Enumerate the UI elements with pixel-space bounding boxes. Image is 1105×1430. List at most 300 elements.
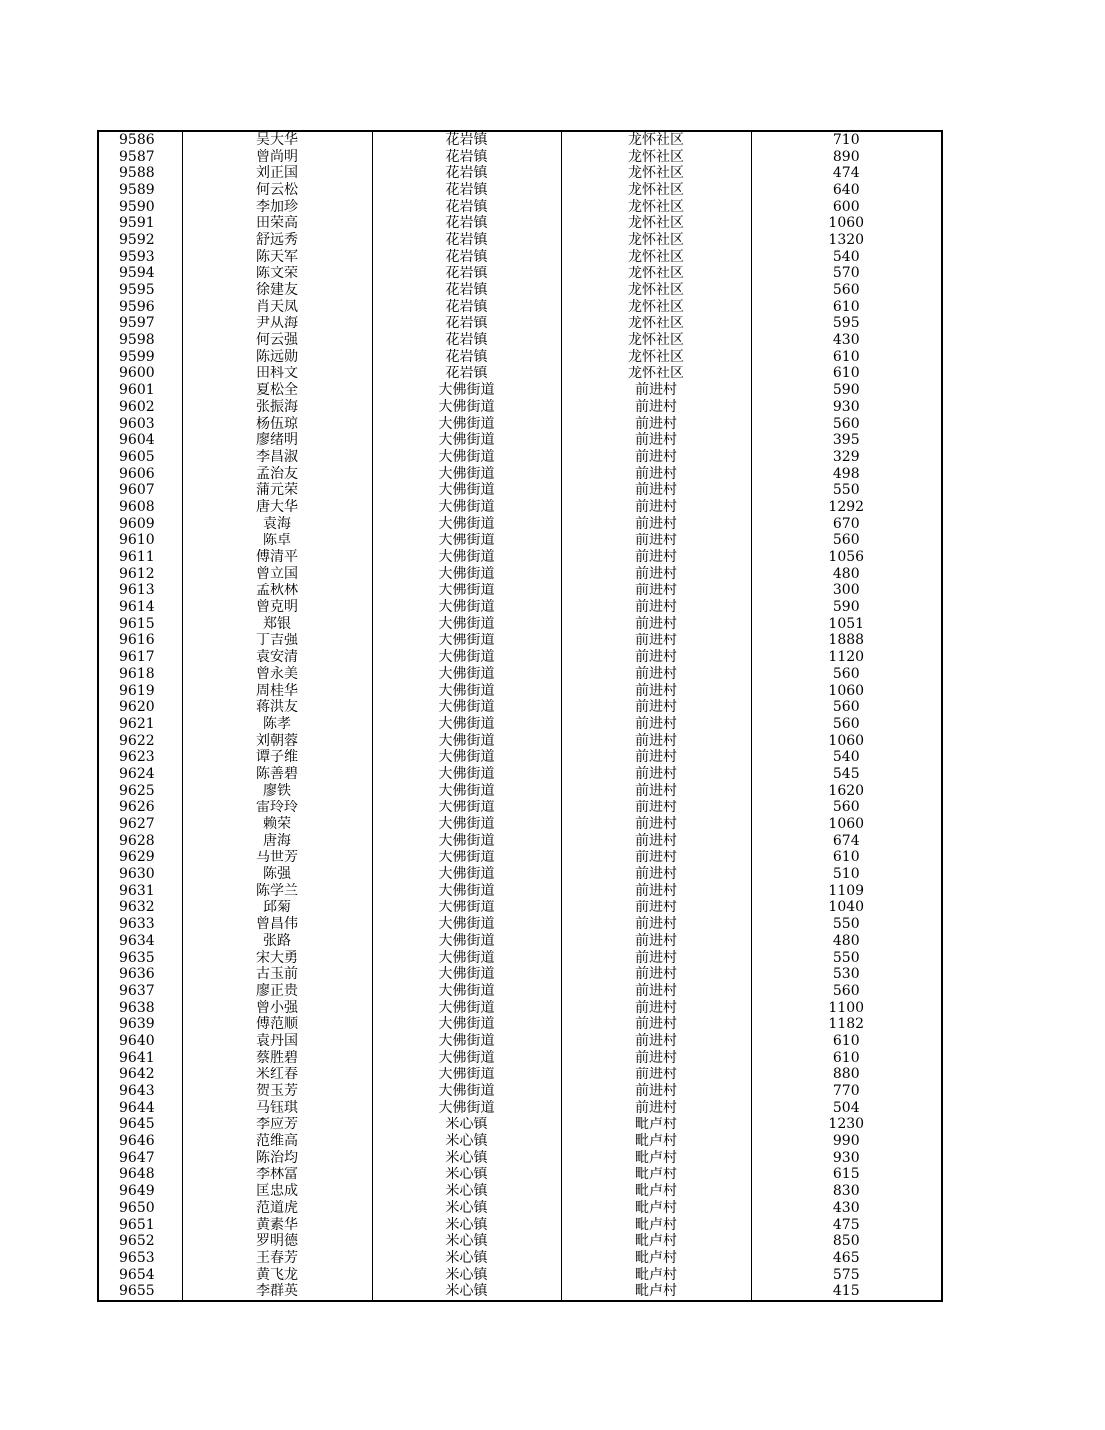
name-cell: 肖天凤 [182,299,372,316]
name-cell: 袁安清 [182,649,372,666]
village-cell: 前进村 [561,733,751,750]
village-cell: 毗卢村 [561,1267,751,1284]
town-cell: 大佛街道 [372,616,561,633]
name-cell: 徐建友 [182,282,372,299]
name-cell: 何云松 [182,182,372,199]
amount-cell: 465 [751,1250,942,1267]
village-cell: 前进村 [561,900,751,917]
name-cell: 曾克明 [182,599,372,616]
village-cell: 毗卢村 [561,1133,751,1150]
name-cell: 田科文 [182,366,372,383]
village-cell: 前进村 [561,649,751,666]
table-row [98,950,942,967]
village-cell: 前进村 [561,933,751,950]
row-number-cell: 9629 [98,850,182,867]
amount-cell: 560 [751,699,942,716]
town-cell: 大佛街道 [372,449,561,466]
village-cell: 前进村 [561,699,751,716]
row-number-cell: 9601 [98,382,182,399]
town-cell: 大佛街道 [372,549,561,566]
town-cell: 大佛街道 [372,933,561,950]
row-number-cell: 9615 [98,616,182,633]
amount-cell: 1230 [751,1117,942,1134]
table-row [98,316,942,333]
name-cell: 张振海 [182,399,372,416]
name-cell: 陈善碧 [182,766,372,783]
amount-cell: 480 [751,566,942,583]
town-cell: 米心镇 [372,1267,561,1284]
row-number-cell: 9586 [98,131,182,149]
town-cell: 大佛街道 [372,516,561,533]
row-number-cell: 9626 [98,800,182,817]
table-row [98,666,942,683]
row-number-cell: 9647 [98,1150,182,1167]
amount-cell: 1060 [751,816,942,833]
town-cell: 花岩镇 [372,266,561,283]
village-cell: 前进村 [561,1100,751,1117]
town-cell: 大佛街道 [372,1067,561,1084]
row-number-cell: 9611 [98,549,182,566]
amount-cell: 415 [751,1283,942,1301]
row-number-cell: 9613 [98,583,182,600]
row-number-cell: 9596 [98,299,182,316]
village-cell: 前进村 [561,916,751,933]
village-cell: 前进村 [561,783,751,800]
amount-cell: 560 [751,533,942,550]
table-row [98,516,942,533]
amount-cell: 550 [751,950,942,967]
table-row [98,382,942,399]
name-cell: 丁吉强 [182,633,372,650]
table-row [98,866,942,883]
village-cell: 龙怀社区 [561,149,751,166]
name-cell: 尹从海 [182,316,372,333]
name-cell: 陈孝 [182,716,372,733]
village-cell: 前进村 [561,850,751,867]
row-number-cell: 9635 [98,950,182,967]
row-number-cell: 9650 [98,1200,182,1217]
table-row [98,966,942,983]
village-cell: 毗卢村 [561,1233,751,1250]
table-row [98,1250,942,1267]
town-cell: 花岩镇 [372,215,561,232]
table-row [98,1117,942,1134]
town-cell: 大佛街道 [372,699,561,716]
town-cell: 花岩镇 [372,332,561,349]
amount-cell: 1320 [751,232,942,249]
name-cell: 吴大华 [182,131,372,149]
town-cell: 米心镇 [372,1217,561,1234]
village-cell: 前进村 [561,633,751,650]
town-cell: 大佛街道 [372,1033,561,1050]
amount-cell: 575 [751,1267,942,1284]
town-cell: 大佛街道 [372,399,561,416]
name-cell: 陈学兰 [182,883,372,900]
village-cell: 龙怀社区 [561,316,751,333]
town-cell: 大佛街道 [372,1000,561,1017]
row-number-cell: 9609 [98,516,182,533]
row-number-cell: 9645 [98,1117,182,1134]
town-cell: 花岩镇 [372,232,561,249]
row-number-cell: 9637 [98,983,182,1000]
row-number-cell: 9646 [98,1133,182,1150]
amount-cell: 990 [751,1133,942,1150]
town-cell: 大佛街道 [372,866,561,883]
row-number-cell: 9651 [98,1217,182,1234]
town-cell: 米心镇 [372,1250,561,1267]
village-cell: 龙怀社区 [561,232,751,249]
village-cell: 前进村 [561,432,751,449]
row-number-cell: 9628 [98,833,182,850]
town-cell: 大佛街道 [372,733,561,750]
town-cell: 花岩镇 [372,249,561,266]
town-cell: 米心镇 [372,1233,561,1250]
town-cell: 大佛街道 [372,482,561,499]
village-cell: 前进村 [561,816,751,833]
village-cell: 龙怀社区 [561,332,751,349]
name-cell: 黄素华 [182,1217,372,1234]
row-number-cell: 9642 [98,1067,182,1084]
row-number-cell: 9623 [98,749,182,766]
table-row [98,482,942,499]
table-row [98,533,942,550]
records-table [97,130,943,1302]
table-row [98,1133,942,1150]
name-cell: 罗明德 [182,1233,372,1250]
amount-cell: 540 [751,249,942,266]
table-row [98,1000,942,1017]
village-cell: 前进村 [561,466,751,483]
village-cell: 毗卢村 [561,1200,751,1217]
amount-cell: 510 [751,866,942,883]
name-cell: 曾立国 [182,566,372,583]
village-cell: 前进村 [561,566,751,583]
amount-cell: 830 [751,1183,942,1200]
table-row [98,883,942,900]
village-cell: 龙怀社区 [561,366,751,383]
row-number-cell: 9653 [98,1250,182,1267]
row-number-cell: 9627 [98,816,182,833]
name-cell: 周桂华 [182,683,372,700]
name-cell: 李群英 [182,1283,372,1301]
amount-cell: 560 [751,983,942,1000]
row-number-cell: 9621 [98,716,182,733]
table-row [98,399,942,416]
row-number-cell: 9587 [98,149,182,166]
row-number-cell: 9592 [98,232,182,249]
village-cell: 前进村 [561,416,751,433]
amount-cell: 1182 [751,1016,942,1033]
name-cell: 李加珍 [182,199,372,216]
name-cell: 曾尚明 [182,149,372,166]
table-row [98,1167,942,1184]
town-cell: 大佛街道 [372,499,561,516]
name-cell: 舒远秀 [182,232,372,249]
town-cell: 花岩镇 [372,316,561,333]
table-row [98,1033,942,1050]
amount-cell: 1292 [751,499,942,516]
village-cell: 毗卢村 [561,1283,751,1301]
amount-cell: 850 [751,1233,942,1250]
village-cell: 前进村 [561,1000,751,1017]
village-cell: 龙怀社区 [561,215,751,232]
row-number-cell: 9648 [98,1167,182,1184]
amount-cell: 930 [751,1150,942,1167]
name-cell: 陈远勋 [182,349,372,366]
row-number-cell: 9597 [98,316,182,333]
row-number-cell: 9643 [98,1083,182,1100]
amount-cell: 474 [751,165,942,182]
name-cell: 刘正国 [182,165,372,182]
village-cell: 前进村 [561,716,751,733]
name-cell: 范道虎 [182,1200,372,1217]
row-number-cell: 9641 [98,1050,182,1067]
name-cell: 范维高 [182,1133,372,1150]
row-number-cell: 9620 [98,699,182,716]
name-cell: 米红春 [182,1067,372,1084]
town-cell: 大佛街道 [372,1050,561,1067]
table-row [98,1083,942,1100]
row-number-cell: 9638 [98,1000,182,1017]
town-cell: 大佛街道 [372,382,561,399]
village-cell: 前进村 [561,583,751,600]
row-number-cell: 9652 [98,1233,182,1250]
town-cell: 大佛街道 [372,416,561,433]
row-number-cell: 9639 [98,1016,182,1033]
amount-cell: 560 [751,800,942,817]
town-cell: 大佛街道 [372,850,561,867]
table-row [98,215,942,232]
row-number-cell: 9618 [98,666,182,683]
name-cell: 赖荣 [182,816,372,833]
table-row [98,182,942,199]
amount-cell: 480 [751,933,942,950]
name-cell: 孟秋林 [182,583,372,600]
amount-cell: 615 [751,1167,942,1184]
amount-cell: 590 [751,382,942,399]
amount-cell: 600 [751,199,942,216]
village-cell: 龙怀社区 [561,282,751,299]
table-row [98,699,942,716]
name-cell: 贺玉芳 [182,1083,372,1100]
row-number-cell: 9654 [98,1267,182,1284]
amount-cell: 530 [751,966,942,983]
village-cell: 龙怀社区 [561,182,751,199]
row-number-cell: 9625 [98,783,182,800]
town-cell: 大佛街道 [372,833,561,850]
amount-cell: 560 [751,416,942,433]
name-cell: 宋大勇 [182,950,372,967]
name-cell: 古玉前 [182,966,372,983]
row-number-cell: 9605 [98,449,182,466]
name-cell: 唐大华 [182,499,372,516]
town-cell: 花岩镇 [372,131,561,149]
amount-cell: 880 [751,1067,942,1084]
town-cell: 大佛街道 [372,749,561,766]
row-number-cell: 9590 [98,199,182,216]
table-row [98,833,942,850]
row-number-cell: 9599 [98,349,182,366]
name-cell: 陈卓 [182,533,372,550]
table-row [98,800,942,817]
amount-cell: 540 [751,749,942,766]
town-cell: 大佛街道 [372,983,561,1000]
village-cell: 前进村 [561,833,751,850]
table-row [98,1100,942,1117]
village-cell: 前进村 [561,399,751,416]
table-row [98,366,942,383]
name-cell: 陈天军 [182,249,372,266]
town-cell: 花岩镇 [372,149,561,166]
amount-cell: 560 [751,282,942,299]
name-cell: 黄飞龙 [182,1267,372,1284]
name-cell: 王春芳 [182,1250,372,1267]
village-cell: 龙怀社区 [561,165,751,182]
town-cell: 大佛街道 [372,1100,561,1117]
row-number-cell: 9612 [98,566,182,583]
town-cell: 花岩镇 [372,349,561,366]
town-cell: 花岩镇 [372,366,561,383]
village-cell: 前进村 [561,533,751,550]
village-cell: 前进村 [561,1067,751,1084]
amount-cell: 430 [751,1200,942,1217]
village-cell: 前进村 [561,482,751,499]
town-cell: 大佛街道 [372,683,561,700]
town-cell: 大佛街道 [372,766,561,783]
amount-cell: 498 [751,466,942,483]
name-cell: 曾昌伟 [182,916,372,933]
name-cell: 李林富 [182,1167,372,1184]
town-cell: 大佛街道 [372,432,561,449]
town-cell: 米心镇 [372,1200,561,1217]
amount-cell: 610 [751,850,942,867]
table-row [98,983,942,1000]
table-row [98,683,942,700]
row-number-cell: 9593 [98,249,182,266]
town-cell: 米心镇 [372,1150,561,1167]
table-row [98,1283,942,1301]
name-cell: 马钰琪 [182,1100,372,1117]
town-cell: 大佛街道 [372,800,561,817]
name-cell: 蒋洪友 [182,699,372,716]
name-cell: 刘朝蓉 [182,733,372,750]
town-cell: 大佛街道 [372,966,561,983]
village-cell: 前进村 [561,883,751,900]
amount-cell: 595 [751,316,942,333]
row-number-cell: 9631 [98,883,182,900]
table-row [98,649,942,666]
amount-cell: 930 [751,399,942,416]
table-row [98,749,942,766]
amount-cell: 610 [751,366,942,383]
amount-cell: 674 [751,833,942,850]
town-cell: 大佛街道 [372,1016,561,1033]
table-row [98,1150,942,1167]
row-number-cell: 9634 [98,933,182,950]
town-cell: 大佛街道 [372,599,561,616]
name-cell: 田荣高 [182,215,372,232]
row-number-cell: 9610 [98,533,182,550]
name-cell: 袁海 [182,516,372,533]
table-row [98,1217,942,1234]
table-row [98,783,942,800]
row-number-cell: 9606 [98,466,182,483]
town-cell: 大佛街道 [372,883,561,900]
row-number-cell: 9588 [98,165,182,182]
name-cell: 曾永美 [182,666,372,683]
name-cell: 张路 [182,933,372,950]
name-cell: 蔡胜碧 [182,1050,372,1067]
name-cell: 孟治友 [182,466,372,483]
row-number-cell: 9602 [98,399,182,416]
amount-cell: 670 [751,516,942,533]
table-row [98,1267,942,1284]
table-row [98,583,942,600]
name-cell: 匡忠成 [182,1183,372,1200]
row-number-cell: 9619 [98,683,182,700]
table-row [98,149,942,166]
town-cell: 大佛街道 [372,649,561,666]
table-row [98,1233,942,1250]
amount-cell: 610 [751,1050,942,1067]
name-cell: 傅清平 [182,549,372,566]
amount-cell: 550 [751,482,942,499]
table-row [98,199,942,216]
row-number-cell: 9644 [98,1100,182,1117]
name-cell: 陈治均 [182,1150,372,1167]
name-cell: 郑银 [182,616,372,633]
amount-cell: 560 [751,666,942,683]
village-cell: 龙怀社区 [561,299,751,316]
town-cell: 米心镇 [372,1117,561,1134]
name-cell: 陈文荣 [182,266,372,283]
name-cell: 李昌淑 [182,449,372,466]
table-row [98,1067,942,1084]
amount-cell: 890 [751,149,942,166]
town-cell: 大佛街道 [372,466,561,483]
village-cell: 前进村 [561,749,751,766]
table-row [98,1200,942,1217]
village-cell: 前进村 [561,499,751,516]
town-cell: 花岩镇 [372,282,561,299]
record-sheet [97,130,941,1302]
row-number-cell: 9636 [98,966,182,983]
name-cell: 廖铁 [182,783,372,800]
amount-cell: 640 [751,182,942,199]
name-cell: 蒲元荣 [182,482,372,499]
row-number-cell: 9617 [98,649,182,666]
village-cell: 龙怀社区 [561,266,751,283]
table-row [98,432,942,449]
row-number-cell: 9608 [98,499,182,516]
village-cell: 毗卢村 [561,1250,751,1267]
town-cell: 米心镇 [372,1133,561,1150]
village-cell: 前进村 [561,1050,751,1067]
row-number-cell: 9598 [98,332,182,349]
table-row [98,131,942,149]
name-cell: 唐海 [182,833,372,850]
village-cell: 前进村 [561,1033,751,1050]
name-cell: 廖正贵 [182,983,372,1000]
row-number-cell: 9655 [98,1283,182,1301]
name-cell: 邱菊 [182,900,372,917]
amount-cell: 1040 [751,900,942,917]
row-number-cell: 9614 [98,599,182,616]
town-cell: 大佛街道 [372,816,561,833]
name-cell: 马世芳 [182,850,372,867]
amount-cell: 329 [751,449,942,466]
amount-cell: 545 [751,766,942,783]
